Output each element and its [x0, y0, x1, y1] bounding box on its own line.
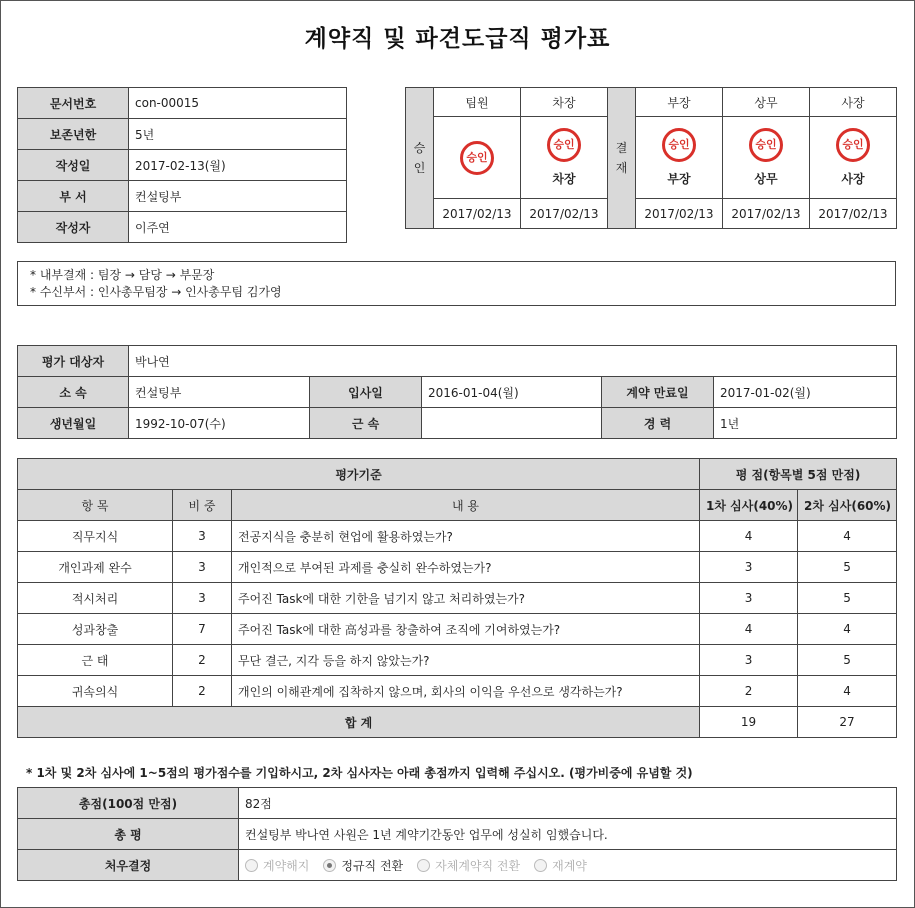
join-date-value: 2016-01-04(월): [422, 377, 602, 408]
target-info-row: [18, 377, 897, 408]
department-label: 부 서: [18, 181, 129, 212]
approval-stamp-icon: 승인: [460, 141, 494, 175]
second-review-score[interactable]: 4: [798, 521, 897, 552]
criteria-total-row: [18, 707, 897, 738]
approval-stamp-cell: [636, 117, 723, 199]
document-info-table: [17, 87, 347, 243]
approval-date: 2017/02/13: [810, 199, 897, 229]
criteria-weight: 2: [173, 676, 232, 707]
retention-label: 보존년한: [18, 119, 129, 150]
total-score-row: [18, 788, 897, 819]
evaluation-criteria-table: [17, 458, 897, 738]
birth-date-label: 생년월일: [18, 408, 129, 439]
radio-circle-icon[interactable]: [245, 859, 258, 872]
second-review-score[interactable]: 5: [798, 645, 897, 676]
radio-contract-renewal[interactable]: [534, 857, 587, 874]
review-row: [18, 819, 897, 850]
criteria-item: 직무지식: [18, 521, 173, 552]
radio-circle-icon[interactable]: [417, 859, 430, 872]
page-title: 계약직 및 파견도급직 평가표: [304, 26, 611, 52]
first-review-total: 19: [700, 707, 798, 738]
internal-approval-note: * 내부결재 : 팀장 → 담당 → 부문장: [30, 268, 215, 282]
doc-number-row: [18, 88, 347, 119]
criteria-row: [18, 676, 897, 707]
column-weight: 비 중: [173, 490, 232, 521]
criteria-row: [18, 645, 897, 676]
column-first-review: 1차 심사(40%): [700, 490, 798, 521]
criteria-content: 주어진 Task에 대한 高성과를 창출하여 조직에 기여하였는가?: [232, 614, 700, 645]
criteria-content: 전공지식을 충분히 현업에 활용하였는가?: [232, 521, 700, 552]
approval-role: 상무: [723, 88, 810, 117]
criteria-column-row: [18, 490, 897, 521]
approval-group-text: 승 인: [413, 141, 426, 175]
criteria-content: 개인의 이해관계에 집착하지 않으며, 회사의 이익을 우선으로 생각하는가?: [232, 676, 700, 707]
decision-group-text: 결 재: [615, 141, 628, 175]
birth-date-value: 1992-10-07(수): [129, 408, 310, 439]
criteria-header-row: [18, 459, 897, 490]
approval-stamp-row: [406, 117, 897, 199]
approval-table: [405, 87, 897, 229]
retention-row: [18, 119, 347, 150]
criteria-item: 개인과제 완수: [18, 552, 173, 583]
career-value: 1년: [714, 408, 897, 439]
criteria-row: [18, 521, 897, 552]
decision-label: 처우결정: [18, 850, 239, 881]
decision-group-label: [608, 88, 636, 229]
radio-label: 정규직 전환: [341, 858, 404, 873]
approval-stamp-icon: 승인: [749, 128, 783, 162]
career-label: 경 력: [602, 408, 714, 439]
radio-circle-icon[interactable]: [534, 859, 547, 872]
approval-role: 팀원: [434, 88, 521, 117]
approval-stamp-cell: [810, 117, 897, 199]
radio-label: 자체계약직 전환: [435, 858, 521, 873]
approval-role-row: [406, 88, 897, 117]
doc-number-value: con-00015: [129, 88, 347, 119]
target-name-row: [18, 346, 897, 377]
created-date-label: 작성일: [18, 150, 129, 181]
approval-stamp-cell: [723, 117, 810, 199]
affiliation-value: 컨설팅부: [129, 377, 310, 408]
criteria-content: 무단 결근, 지각 등을 하지 않았는가?: [232, 645, 700, 676]
score-header: 평 점(항목별 5점 만점): [700, 459, 897, 490]
routing-notes: [17, 261, 896, 306]
target-name-value: 박나연: [129, 346, 897, 377]
contract-end-value: 2017-01-02(월): [714, 377, 897, 408]
approval-date-row: [406, 199, 897, 229]
criteria-weight: 3: [173, 521, 232, 552]
criteria-weight: 2: [173, 645, 232, 676]
affiliation-label: 소 속: [18, 377, 129, 408]
receiving-dept-note: * 수신부서 : 인사총무팀장 → 인사총무팀 김가영: [30, 285, 282, 299]
doc-number-label: 문서번호: [18, 88, 129, 119]
radio-label: 재계약: [552, 858, 587, 873]
radio-permanent-conversion[interactable]: [323, 857, 403, 874]
first-review-score[interactable]: 4: [700, 521, 798, 552]
second-review-score[interactable]: 5: [798, 583, 897, 614]
approval-date: 2017/02/13: [636, 199, 723, 229]
retention-value: 5년: [129, 119, 347, 150]
criteria-item: 적시처리: [18, 583, 173, 614]
criteria-item: 성과창출: [18, 614, 173, 645]
target-extra-row: [18, 408, 897, 439]
approval-stamp-icon: 승인: [836, 128, 870, 162]
approval-stamp-cell: [521, 117, 608, 199]
approval-date: 2017/02/13: [723, 199, 810, 229]
approval-date: 2017/02/13: [521, 199, 608, 229]
criteria-content: 주어진 Task에 대한 기한을 넘기지 않고 처리하였는가?: [232, 583, 700, 614]
second-review-score[interactable]: 4: [798, 614, 897, 645]
approver-name: 차장: [552, 172, 576, 186]
approval-stamp-icon: 승인: [662, 128, 696, 162]
criteria-header: 평가기준: [18, 459, 700, 490]
first-review-score[interactable]: 3: [700, 583, 798, 614]
target-name-label: 평가 대상자: [18, 346, 129, 377]
approval-role: 사장: [810, 88, 897, 117]
author-value: 이주연: [129, 212, 347, 243]
second-review-total: 27: [798, 707, 897, 738]
scoring-instruction: * 1차 및 2차 심사에 1~5점의 평가점수를 기입하시고, 2차 심사자는 아래 총점까지 입력해 주십시오. (평가비중에 유념할 것): [26, 766, 693, 780]
radio-circle-icon[interactable]: [323, 859, 336, 872]
criteria-weight: 7: [173, 614, 232, 645]
department-row: [18, 181, 347, 212]
approver-name: 사장: [841, 172, 865, 186]
first-review-score[interactable]: 4: [700, 614, 798, 645]
tenure-label: 근 속: [310, 408, 422, 439]
second-review-score[interactable]: 5: [798, 552, 897, 583]
created-date-value: 2017-02-13(월): [129, 150, 347, 181]
department-value: 컨설팅부: [129, 181, 347, 212]
first-review-score[interactable]: 3: [700, 552, 798, 583]
criteria-weight: 3: [173, 583, 232, 614]
decision-radio-group: [245, 857, 890, 874]
tenure-value: [422, 408, 602, 439]
approval-role: 부장: [636, 88, 723, 117]
approver-name: 부장: [667, 172, 691, 186]
criteria-item: 귀속의식: [18, 676, 173, 707]
decision-row: [18, 850, 897, 881]
review-value[interactable]: 컨설팅부 박나연 사원은 1년 계약기간동안 업무에 성실히 임했습니다.: [239, 819, 897, 850]
decision-options: [239, 850, 897, 881]
radio-internal-contract-conversion[interactable]: [417, 857, 520, 874]
column-second-review: 2차 심사(60%): [798, 490, 897, 521]
approval-stamp-icon: 승인: [547, 128, 581, 162]
first-review-score[interactable]: 3: [700, 645, 798, 676]
total-score-label: 총점(100점 만점): [18, 788, 239, 819]
radio-contract-termination[interactable]: [245, 857, 309, 874]
evaluation-target-table: [17, 345, 897, 439]
column-item: 항 목: [18, 490, 173, 521]
criteria-content: 개인적으로 부여된 과제를 충실히 완수하였는가?: [232, 552, 700, 583]
approval-date: 2017/02/13: [434, 199, 521, 229]
join-date-label: 입사일: [310, 377, 422, 408]
criteria-row: [18, 614, 897, 645]
author-label: 작성자: [18, 212, 129, 243]
criteria-weight: 3: [173, 552, 232, 583]
first-review-score[interactable]: 2: [700, 676, 798, 707]
review-label: 총 평: [18, 819, 239, 850]
summary-table: [17, 787, 897, 881]
total-score-value[interactable]: 82점: [239, 788, 897, 819]
created-date-row: [18, 150, 347, 181]
criteria-row: [18, 552, 897, 583]
column-content: 내 용: [232, 490, 700, 521]
contract-end-label: 계약 만료일: [602, 377, 714, 408]
approval-stamp-cell: [434, 117, 521, 199]
criteria-row: [18, 583, 897, 614]
approval-group-label: [406, 88, 434, 229]
total-label: 합 계: [18, 707, 700, 738]
approval-role: 차장: [521, 88, 608, 117]
approver-name: 상무: [754, 172, 778, 186]
second-review-score[interactable]: 4: [798, 676, 897, 707]
radio-label: 계약해지: [263, 858, 310, 873]
author-row: [18, 212, 347, 243]
criteria-item: 근 태: [18, 645, 173, 676]
